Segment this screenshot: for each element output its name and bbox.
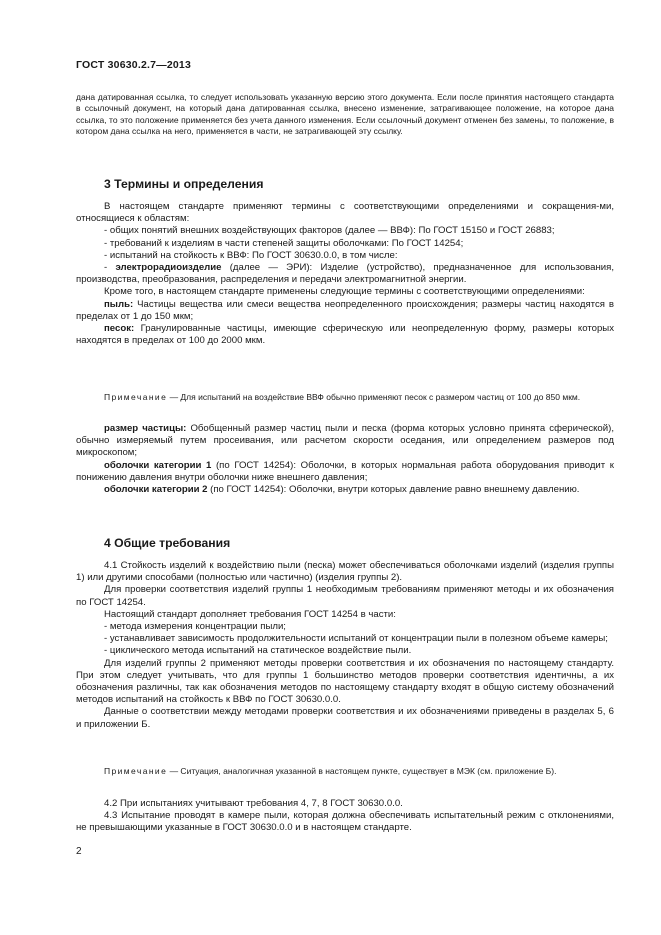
section-4-note bbox=[76, 766, 614, 777]
definition-particle-size bbox=[76, 423, 614, 460]
note-text: — Ситуация, аналогичная указанной в настоящем пункте, существует в МЭК (см. приложение Б). bbox=[167, 766, 557, 776]
definition-dust-text: Частицы вещества или смеси вещества неопределенного происхождения; размеры частиц находятся в пределах от 1 до 150 мкм; bbox=[76, 298, 614, 322]
term-dust: пыль: bbox=[104, 298, 134, 310]
section-3 bbox=[76, 177, 614, 191]
section-4-body-2 bbox=[76, 798, 614, 835]
section-3-intro: В настоящем стандарте применяют термины с соответствующими определениями и сокращения-ми, относящиеся к областям: bbox=[76, 201, 614, 225]
list-item: - устанавливает зависимость продолжительности испытаний от концентрации пыли в полезном объеме камеры; bbox=[104, 633, 608, 645]
clause-4-3: 4.3 Испытание проводят в камере пыли, которая должна обеспечивать испытательный режим с отклонениями, не превышающими указанные в ГОСТ 30630.0.0 и в настоящем стандарте. bbox=[76, 810, 614, 834]
list-item: - метода измерения концентрации пыли; bbox=[104, 621, 286, 633]
definition-dust bbox=[76, 299, 614, 323]
term-eri: электрорадиоизделие bbox=[115, 262, 222, 274]
list-item-eri bbox=[76, 262, 614, 286]
paragraph: Для изделий группы 2 применяют методы проверки соответствия и их обозначения по настоящему стандарту. При этом следует учитывать, что для группы 1 большинство методов проверки соответствия идентичны, а их обозначения различны, так как обозначения методов по настоящему стандарту входят в общую систему обозначений методов испытаний на стойкость к ВВФ по ГОСТ 30630.0.0. bbox=[76, 657, 614, 706]
list-item: - циклического метода испытаний на статическое воздействие пыли. bbox=[104, 645, 412, 657]
document-header: ГОСТ 30630.2.7—2013 bbox=[76, 59, 192, 71]
definition-category-2-text: (по ГОСТ 14254): Оболочки, внутри которых давление равно внешнему давлению. bbox=[207, 484, 580, 496]
intro-paragraph: дана датированная ссылка, то следует использовать указанную версию этого документа. Если после принятия настоящего стандарта в ссылочный документ, на который дана датированная ссылка, внесено изменение, затрагивающее положение, на которое дана ссылка, то это положение применяется без учета данного изменения. Если ссылочный документ отменен без замены, то положение, в котором дана ссылка на него, применяется в части, не затрагивающей эту ссылку. bbox=[76, 92, 614, 137]
clause-4-1: 4.1 Стойкость изделий к воздействию пыли (песка) может обеспечиваться оболочками изделий (изделия группы 1) или другими способами (полностью или частично) (изделия группы 2). bbox=[76, 560, 614, 584]
note bbox=[76, 392, 614, 403]
section-3-terms-intro: Кроме того, в настоящем стандарте применены следующие термины с соответствующими определениями: bbox=[104, 286, 585, 298]
page-number: 2 bbox=[76, 846, 82, 857]
section-3-body-2 bbox=[76, 423, 614, 496]
definition-category-1 bbox=[76, 460, 614, 484]
term-particle-size: размер частицы: bbox=[104, 423, 187, 434]
note-label: Примечание bbox=[104, 766, 168, 776]
term-category-1: оболочки категории 1 bbox=[104, 459, 212, 471]
paragraph: Настоящий стандарт дополняет требования ГОСТ 14254 в части: bbox=[104, 608, 396, 620]
definition-particle-size-text: Обобщенный размер частиц пыли и песка (форма которых условно принята сферической), обычно измеряемый путем просеивания, или расчетом скорости оседания, или определением размеров под микроскопом; bbox=[76, 423, 614, 459]
section-3-heading: 3 Термины и определения bbox=[104, 177, 264, 191]
definition-sand-text: Гранулированные частицы, имеющие сферическую или неопределенную форму, размеры которых находятся в пределах от 100 до 2000 мкм. bbox=[76, 323, 614, 347]
clause-4-2: 4.2 При испытаниях учитывают требования 4, 7, 8 ГОСТ 30630.0.0. bbox=[104, 798, 403, 809]
paragraph: Для проверки соответствия изделий группы 1 необходимым требованиям применяют методы и их обозначения по ГОСТ 14254. bbox=[76, 584, 614, 608]
section-3-note bbox=[76, 392, 614, 403]
list-dash: - bbox=[104, 262, 116, 274]
definition-sand bbox=[76, 323, 614, 347]
intro-block bbox=[76, 92, 614, 138]
list-item: - требований к изделиям в части степеней защиты оболочками: По ГОСТ 14254; bbox=[104, 237, 464, 249]
definition-category-1-text: (по ГОСТ 14254): Оболочки, в которых нормальная работа оборудования приводит к понижению давления внутри оболочки ниже внешнего давления; bbox=[76, 459, 614, 483]
note-label: Примечание bbox=[104, 392, 168, 402]
note-text: — Для испытаний на воздействие ВВФ обычно применяют песок с размером частиц от 100 до 850 мкм. bbox=[167, 392, 581, 402]
definition-eri: (далее — ЭРИ): Изделие (устройство), предназначенное для использования, производства, преобразования, распределения и передачи электромагнитной энергии. bbox=[76, 262, 614, 286]
note bbox=[76, 766, 614, 777]
paragraph: Данные о соответствии между методами проверки соответствия и их обозначениями приведены в разделах 5, 6 и приложении Б. bbox=[76, 706, 614, 730]
section-3-body bbox=[76, 201, 614, 347]
section-4-body bbox=[76, 560, 614, 731]
list-item: - общих понятий внешних воздействующих факторов (далее — ВВФ): По ГОСТ 15150 и ГОСТ 26883; bbox=[104, 225, 555, 237]
term-sand: песок: bbox=[104, 323, 135, 335]
definition-category-2 bbox=[76, 484, 614, 496]
list-item: - испытаний на стойкость к ВВФ: По ГОСТ 30630.0.0, в том числе: bbox=[104, 249, 398, 261]
term-category-2: оболочки категории 2 bbox=[104, 484, 208, 496]
section-4 bbox=[76, 536, 614, 550]
section-4-heading: 4 Общие требования bbox=[104, 536, 231, 550]
